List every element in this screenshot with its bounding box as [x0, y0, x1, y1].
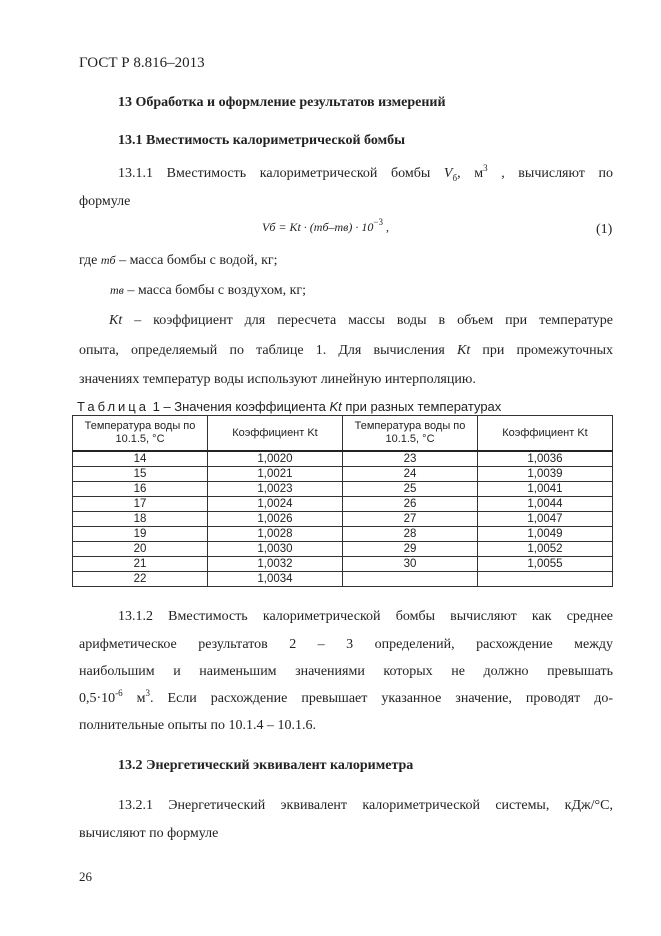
paragraph-13-1-1-line1: 13.1.1 Вместимость калориметрической бомбы $V_б$, $м^3$ , вычисляют по	[118, 163, 614, 183]
table-cell: 14	[73, 451, 208, 467]
paragraph-13-2-1-line2: вычисляют по формуле	[79, 826, 219, 841]
table-cell: 1,0052	[478, 542, 613, 557]
table-header-cell: Температура воды по 10.1.5, °С	[343, 416, 478, 452]
table-row	[73, 527, 613, 542]
table-header-cell: Температура воды по 10.1.5, °С	[73, 416, 208, 452]
table-cell: 19	[73, 527, 208, 542]
table-cell: 1,0032	[208, 557, 343, 572]
table-cell: 18	[73, 512, 208, 527]
table-1-caption: Таблица 1 – Значения коэффициента Kt при разных температурах	[77, 399, 502, 414]
paragraph-13-1-2-line1: 13.1.2 Вместимость калориметрической бомбы вычисляют как среднее	[118, 609, 613, 624]
table-row	[73, 542, 613, 557]
table-cell: 17	[73, 497, 208, 512]
table-cell: 1,0041	[478, 482, 613, 497]
table-cell	[478, 572, 613, 587]
table-row	[73, 572, 613, 587]
table-cell: 1,0036	[478, 451, 613, 467]
table-cell: 21	[73, 557, 208, 572]
table-cell: 1,0030	[208, 542, 343, 557]
table-cell: 22	[73, 572, 208, 587]
paragraph-13-1-2-line5: полнительные опыты по 10.1.4 – 10.1.6.	[79, 718, 317, 733]
table-cell: 1,0047	[478, 512, 613, 527]
section-13-1-title: 13.1 Вместимость калориметрической бомбы	[118, 133, 406, 148]
paragraph-13-1-1-line2: формуле	[79, 194, 131, 209]
table-cell: 20	[73, 542, 208, 557]
where-line-2: mв – масса бомбы с воздухом, кг;	[110, 283, 307, 298]
table-cell: 23	[343, 451, 478, 467]
paragraph-13-1-2-line4: $0,5\cdot 10^{-6}$ $м^3$. Если расхождение превышает указанное значение, проводят до-	[79, 688, 613, 706]
where-line-3: Kt – коэффициент для пересчета массы воды в объем при температуре	[109, 313, 613, 328]
page-number: 26	[79, 869, 92, 884]
table-row	[73, 482, 613, 497]
table-cell: 1,0049	[478, 527, 613, 542]
table-cell: 1,0021	[208, 467, 343, 482]
table-cell: 15	[73, 467, 208, 482]
where-line-5: значениях температур воды используют линейную интерполяцию.	[79, 372, 476, 387]
table-cell: 24	[343, 467, 478, 482]
table-cell: 25	[343, 482, 478, 497]
table-cell: 1,0020	[208, 451, 343, 467]
table-cell: 1,0026	[208, 512, 343, 527]
paragraph-13-1-2-line3: наибольшим и наименьшим значениями которых не должно превышать	[79, 664, 613, 679]
table-cell: 1,0034	[208, 572, 343, 587]
table-row	[73, 497, 613, 512]
table-cell: 28	[343, 527, 478, 542]
table-cell: 1,0044	[478, 497, 613, 512]
table-cell: 1,0028	[208, 527, 343, 542]
where-line-4: опыта, определяемый по таблице 1. Для вычисления Kt при промежуточных	[79, 343, 614, 358]
table-cell: 1,0055	[478, 557, 613, 572]
table-cell: 16	[73, 482, 208, 497]
paragraph-13-1-2-line2: арифметическое результатов 2 – 3 определений, расхождение между	[79, 637, 613, 652]
table-row	[73, 557, 613, 572]
table-cell	[343, 572, 478, 587]
paragraph-13-2-1-line1: 13.2.1 Энергетический эквивалент калориметрической системы, кДж/°С,	[118, 798, 613, 813]
table-cell: 30	[343, 557, 478, 572]
table-cell: 27	[343, 512, 478, 527]
table-cell: 1,0024	[208, 497, 343, 512]
table-row	[73, 467, 613, 482]
section-13-title: 13 Обработка и оформление результатов измерений	[118, 95, 446, 110]
formula-1: Vб = $Kt \cdot (mб-mв) \cdot 10^{-3}$ ,	[262, 217, 389, 234]
section-13-2-title: 13.2 Энергетический эквивалент калориметра	[118, 758, 414, 773]
table-row	[73, 451, 613, 467]
table-cell: 1,0039	[478, 467, 613, 482]
table-cell: 26	[343, 497, 478, 512]
table-cell: 29	[343, 542, 478, 557]
table-header-cell: Коэффициент Kt	[208, 416, 343, 452]
where-line-1: где mб – масса бомбы с водой, кг;	[79, 253, 278, 268]
table-1	[72, 415, 613, 587]
table-cell: 1,0023	[208, 482, 343, 497]
document-id: ГОСТ Р 8.816–2013	[79, 55, 205, 71]
table-row	[73, 512, 613, 527]
table-header-row	[73, 416, 613, 452]
table-header-cell: Коэффициент Kt	[478, 416, 613, 452]
formula-1-number: (1)	[596, 222, 613, 237]
